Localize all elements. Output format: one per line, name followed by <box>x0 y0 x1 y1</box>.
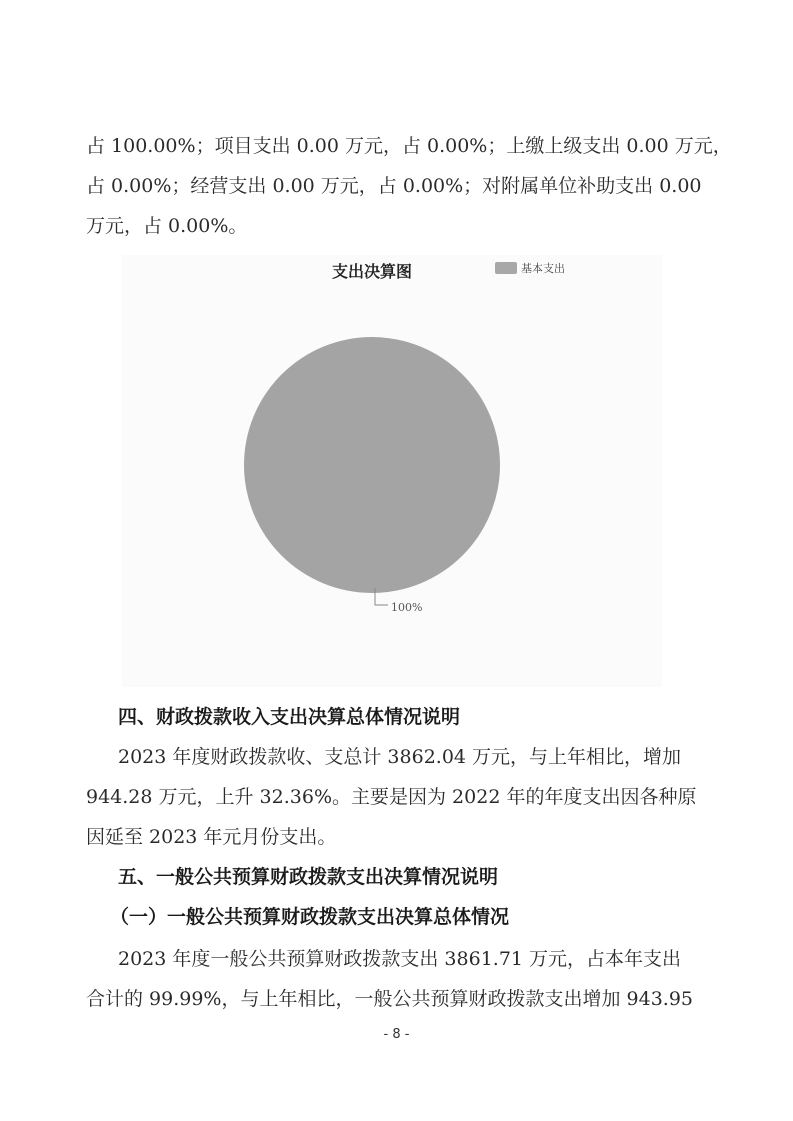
paragraph-line: 944.28 万元，上升 32.36%。主要是因为 2022 年的年度支出因各种原 <box>86 786 697 808</box>
section-heading: 五、一般公共预算财政拨款支出决算情况说明 <box>118 866 499 888</box>
subsection-heading: （一）一般公共预算财政拨款支出决算总体情况 <box>110 906 510 928</box>
paragraph-line: 因延至 2023 年元月份支出。 <box>86 826 337 848</box>
expenditure-pie-chart <box>122 255 662 687</box>
paragraph-line: 万元，占 0.00%。 <box>86 215 248 237</box>
paragraph-line: 2023 年度财政拨款收、支总计 3862.04 万元，与上年相比，增加 <box>118 746 682 768</box>
slice-data-label: 100% <box>391 601 423 614</box>
section-heading: 四、财政拨款收入支出决算总体情况说明 <box>118 706 461 728</box>
pie-chart-svg <box>122 255 662 687</box>
paragraph-line: 2023 年度一般公共预算财政拨款支出 3861.71 万元，占本年支出 <box>118 948 682 970</box>
paragraph-line: 占 0.00%；经营支出 0.00 万元，占 0.00%；对附属单位补助支出 0.00 <box>86 175 702 197</box>
page-number: - 8 - <box>383 1027 410 1042</box>
legend-swatch[interactable] <box>495 262 517 274</box>
chart-title: 支出决算图 <box>331 262 413 281</box>
pie-slices <box>244 337 500 593</box>
paragraph-line: 占 100.00%；项目支出 0.00 万元，占 0.00%；上缴上级支出 0.00 万元， <box>86 135 732 157</box>
legend-label: 基本支出 <box>521 262 565 275</box>
pie-slice-基本支出[interactable] <box>244 337 500 593</box>
paragraph-line: 合计的 99.99%，与上年相比，一般公共预算财政拨款支出增加 943.95 <box>86 988 694 1010</box>
